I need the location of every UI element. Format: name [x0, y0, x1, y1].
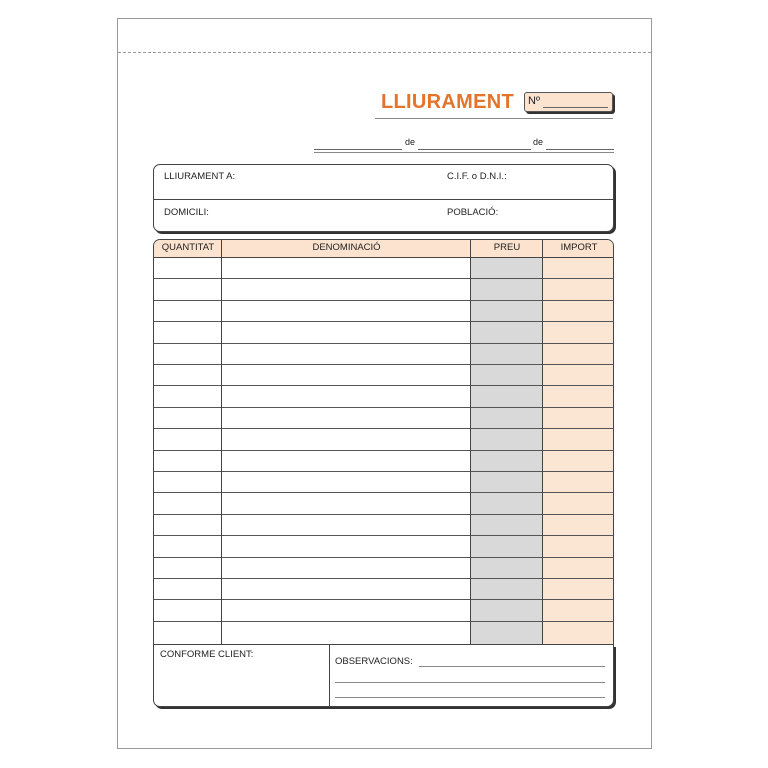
table-row-line — [154, 514, 613, 515]
date-day-line — [314, 149, 402, 150]
delivery-note-sheet — [117, 18, 652, 749]
table-row-line — [154, 599, 613, 600]
table-row-line — [154, 364, 613, 365]
table-header — [154, 240, 613, 258]
town-label: POBLACIÓ: — [447, 207, 499, 218]
table-row-line — [154, 428, 613, 429]
table-row-line — [154, 321, 613, 322]
table-row-line — [154, 278, 613, 279]
column-divider — [470, 240, 471, 644]
number-label: Nº — [528, 95, 540, 107]
table-row-line — [154, 492, 613, 493]
observations-line[interactable] — [419, 666, 605, 667]
table-row-line — [154, 557, 613, 558]
client-box-divider — [154, 199, 613, 200]
date-underline — [314, 152, 614, 153]
table-row-line — [154, 535, 613, 536]
date-year-line — [546, 149, 614, 150]
table-row-line — [154, 578, 613, 579]
date-separator-2: de — [533, 137, 544, 147]
observations-line[interactable] — [335, 682, 605, 683]
column-divider — [542, 240, 543, 644]
table-row-line — [154, 343, 613, 344]
column-header-description: DENOMINACIÓ — [312, 242, 381, 253]
column-header-price: PREU — [493, 242, 521, 253]
column-header-amount: IMPORT — [560, 242, 598, 253]
title-underline — [375, 118, 613, 119]
table-row-line — [154, 385, 613, 386]
table-row-line — [154, 471, 613, 472]
client-info-box — [153, 164, 614, 232]
number-write-line — [543, 107, 608, 108]
table-row-line — [154, 621, 613, 622]
observations-label: OBSERVACIONS: — [335, 656, 413, 667]
items-table — [153, 239, 614, 645]
address-label: DOMICILI: — [164, 207, 209, 218]
date-line[interactable] — [314, 137, 614, 151]
table-rows[interactable] — [154, 257, 613, 644]
document-title: LLIURAMENT — [381, 91, 514, 113]
delivery-to-label: LLIURAMENT A: — [164, 171, 236, 182]
table-row-line — [154, 450, 613, 451]
document-number-field[interactable] — [524, 92, 613, 112]
perforation-line — [118, 52, 651, 53]
column-divider — [221, 240, 222, 644]
footer-box — [153, 645, 614, 707]
table-row-line — [154, 407, 613, 408]
footer-divider — [329, 645, 330, 706]
observations-line[interactable] — [335, 697, 605, 698]
tax-id-label: C.I.F. o D.N.I.: — [447, 171, 507, 182]
date-month-line — [418, 149, 531, 150]
date-separator-1: de — [405, 137, 416, 147]
column-header-quantity: QUANTITAT — [161, 242, 215, 253]
table-row-line — [154, 300, 613, 301]
client-agreement-label: CONFORME CLIENT: — [160, 649, 254, 660]
